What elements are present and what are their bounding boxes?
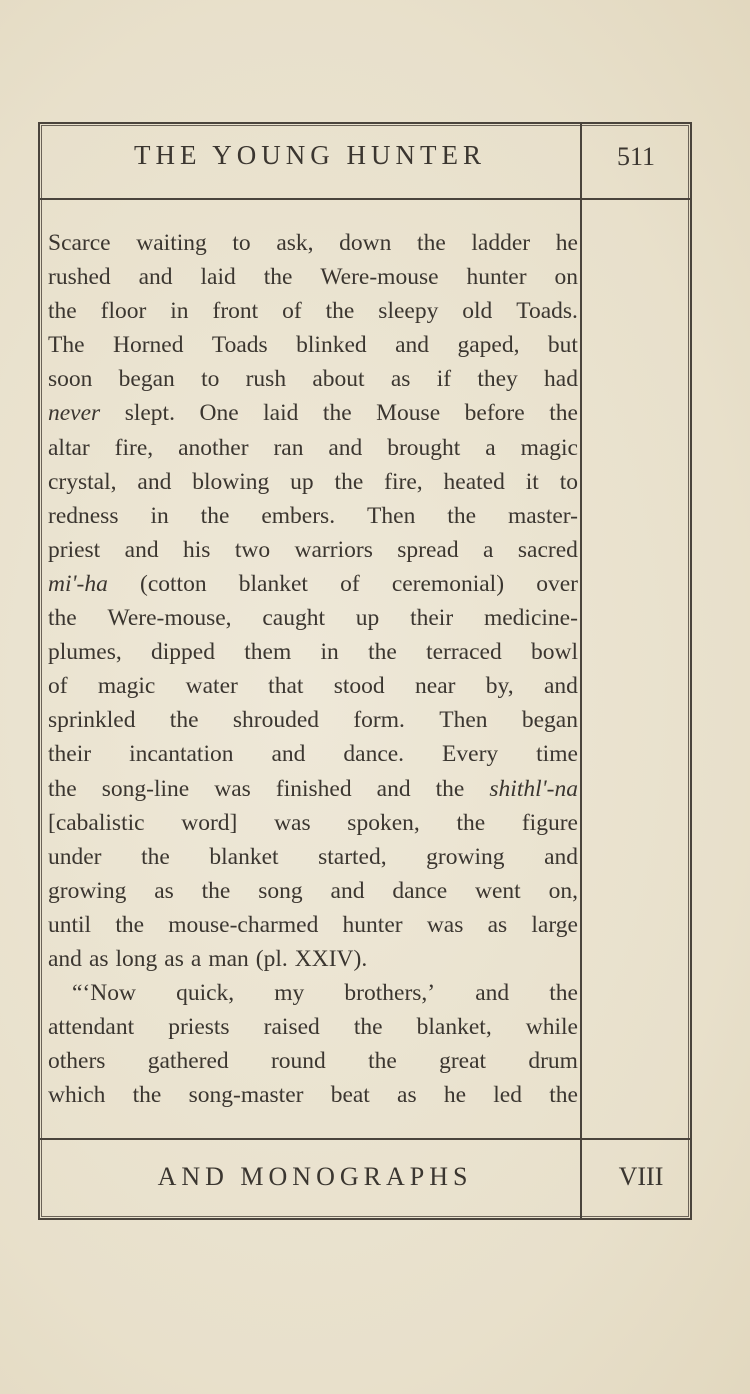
volume-number: VIII	[618, 1162, 664, 1191]
text-line: sprinkled the shrouded form. Then began	[48, 707, 578, 734]
italic-term: shithl'-na	[489, 775, 578, 802]
text-line: plumes, dipped them in the terraced bowl	[48, 639, 578, 666]
text-line: rushed and laid the Were-mouse hunter on	[48, 264, 578, 291]
text-line: growing as the song and dance went on,	[48, 877, 578, 904]
page-number: 511	[616, 142, 656, 171]
body-text	[48, 226, 578, 1112]
series-title: AND MONOGRAPHS	[157, 1162, 473, 1191]
text-line: of magic water that stood near by, and	[48, 673, 578, 700]
text-line: “‘Now quick, my brothers,’ and the	[72, 980, 578, 1007]
text-line: crystal, and blowing up the fire, heated it to	[48, 468, 578, 495]
text-line: Scarce waiting to ask, down the ladder he	[48, 230, 578, 256]
text-line: and as long as a man (pl. XXIV).	[48, 945, 368, 972]
text-line: mi'-ha (cotton blanket of ceremonial) over	[48, 567, 578, 601]
text-line: priest and his two warriors spread a sacred	[48, 536, 578, 563]
text-line: The Horned Toads blinked and gaped, but	[48, 332, 578, 359]
text-line: under the blanket started, growing and	[48, 843, 578, 870]
footer-rule	[40, 1138, 690, 1140]
text-line: which the song-master beat as he led the	[48, 1082, 578, 1109]
text-line: the floor in front of the sleepy old Toads.	[48, 298, 578, 325]
header-rule	[40, 198, 690, 200]
text-line: others gathered round the great drum	[48, 1048, 578, 1075]
text-line: never slept. One laid the Mouse before the	[48, 396, 578, 430]
column-rule	[580, 124, 582, 1218]
text-line: altar fire, another ran and brought a magic	[48, 434, 578, 461]
text-line: their incantation and dance. Every time	[48, 741, 578, 768]
italic-term: never	[48, 400, 101, 427]
text-line: attendant priests raised the blanket, while	[48, 1014, 578, 1041]
text-line: the Were-mouse, caught up their medicine-	[48, 605, 578, 632]
text-line: the song-line was finished and the shithl'-na	[48, 772, 578, 806]
italic-term: mi'-ha	[48, 570, 108, 597]
text-line: [cabalistic word] was spoken, the figure	[48, 809, 578, 836]
running-title: THE YOUNG HUNTER	[134, 140, 486, 170]
text-line: until the mouse-charmed hunter was as large	[48, 911, 578, 938]
text-line: redness in the embers. Then the master-	[48, 502, 578, 529]
text-line: soon began to rush about as if they had	[48, 366, 578, 393]
